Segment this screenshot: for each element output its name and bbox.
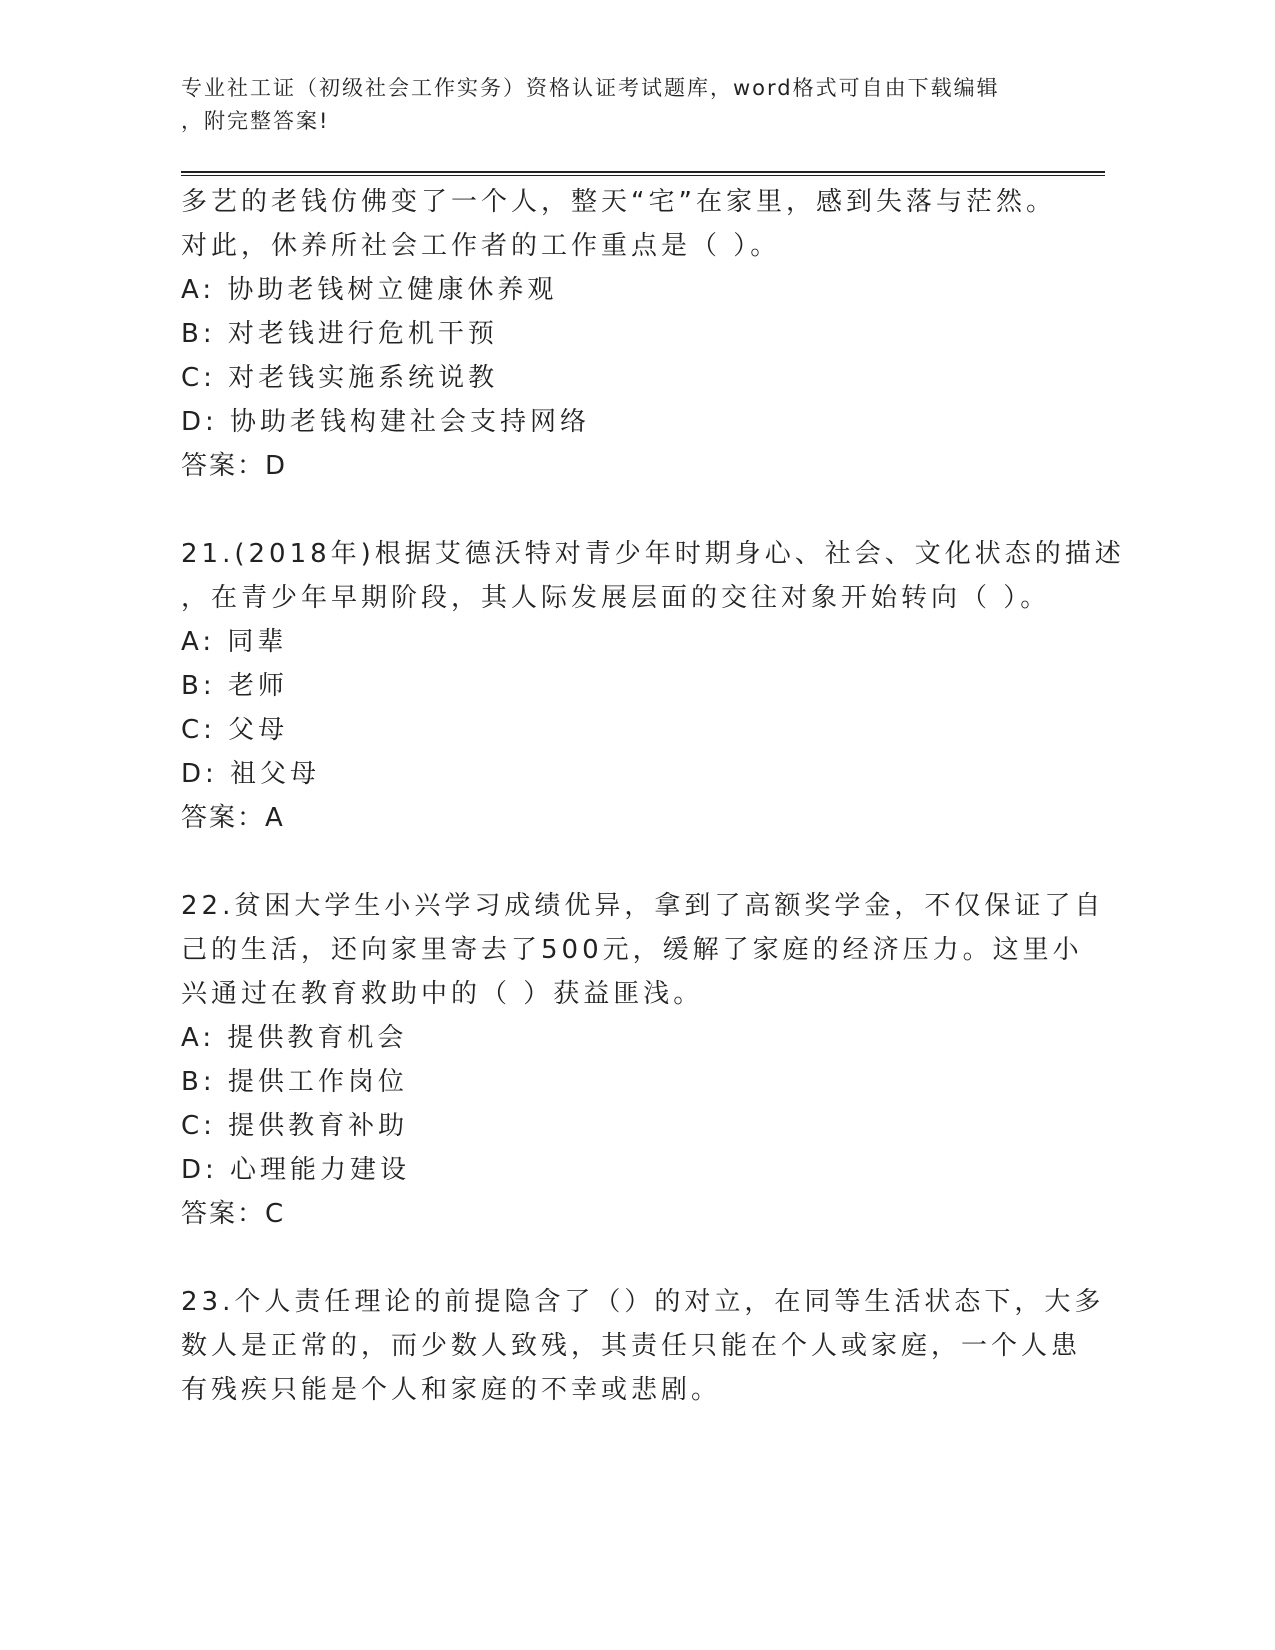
option-d: D: 心理能力建设 (181, 1155, 411, 1185)
answer-line: 答案：C (181, 1199, 286, 1229)
header-title-line-2: ，附完整答案! (181, 109, 330, 133)
question-stem-line: 21.(2018年)根据艾德沃特对青少年时期身心、社会、文化状态的描述 (181, 539, 1125, 569)
header-title-line-1: 专业社工证（初级社会工作实务）资格认证考试题库，word格式可自由下载编辑 (181, 76, 1000, 100)
question-stem-line: 22.贫困大学生小兴学习成绩优异，拿到了高额奖学金，不仅保证了自 (181, 891, 1105, 921)
option-c: C: 父母 (181, 715, 289, 745)
option-b: B: 提供工作岗位 (181, 1067, 408, 1097)
option-c: C: 对老钱实施系统说教 (181, 363, 499, 393)
question-spacer (181, 1236, 1061, 1280)
question-stem-line: 兴通过在教育救助中的（ ）获益匪浅。 (181, 979, 704, 1009)
answer-line: 答案：A (181, 803, 285, 833)
header-divider-thin (181, 175, 1105, 176)
question-stem-line: 对此，休养所社会工作者的工作重点是（ ）。 (181, 231, 781, 261)
question-list (181, 180, 1125, 1412)
option-a: A: 同辈 (181, 627, 288, 657)
option-b: B: 老师 (181, 671, 288, 701)
option-c: C: 提供教育补助 (181, 1111, 409, 1141)
option-d: D: 协助老钱构建社会支持网络 (181, 407, 591, 437)
question-23 (181, 1280, 1105, 1412)
question-spacer (181, 840, 1061, 884)
option-a: A: 提供教育机会 (181, 1023, 408, 1053)
question-stem-line: 己的生活，还向家里寄去了500元，缓解了家庭的经济压力。这里小 (181, 935, 1083, 965)
question-spacer (181, 488, 1061, 532)
header-divider-thick (181, 171, 1105, 173)
question-20 (181, 180, 1061, 488)
option-d: D: 祖父母 (181, 759, 321, 789)
question-21 (181, 532, 1125, 840)
question-stem-line: ，在青少年早期阶段，其人际发展层面的交往对象开始转向（ ）。 (181, 583, 1051, 613)
question-stem-line: 有残疾只能是个人和家庭的不幸或悲剧。 (181, 1375, 722, 1405)
answer-line: 答案：D (181, 451, 288, 481)
document-header (181, 72, 1061, 138)
option-b: B: 对老钱进行危机干预 (181, 319, 498, 349)
option-a: A: 协助老钱树立健康休养观 (181, 275, 558, 305)
question-stem-line: 23.个人责任理论的前提隐含了（）的对立，在同等生活状态下，大多 (181, 1287, 1105, 1317)
question-22 (181, 884, 1105, 1236)
question-stem-line: 多艺的老钱仿佛变了一个人，整天“宅”在家里，感到失落与茫然。 (181, 187, 1056, 217)
question-stem-line: 数人是正常的，而少数人致残，其责任只能在个人或家庭，一个人患 (181, 1331, 1082, 1361)
